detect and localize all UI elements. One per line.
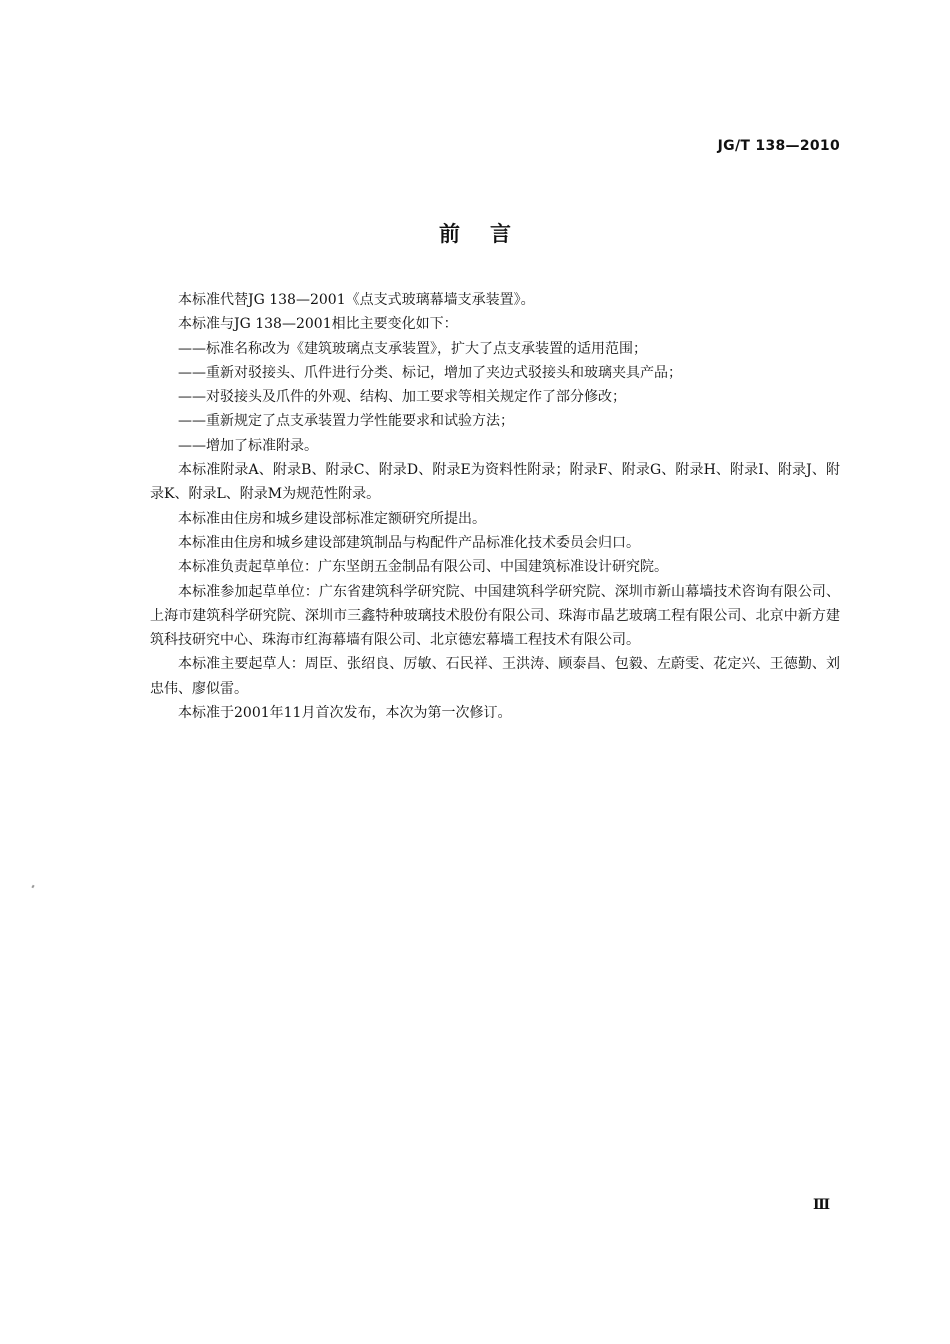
page-title: 前言 — [439, 222, 541, 246]
change-item-1: ——标准名称改为《建筑玻璃点支承装置》，扩大了点支承装置的适用范围； — [178, 340, 647, 357]
paragraph-main-drafters: 本标准主要起草人：周臣、张绍良、厉敏、石民祥、王洪涛、顾泰昌、包毅、左蔚雯、花定兴、王德勤、刘忠伟、廖似雷。 — [150, 656, 840, 697]
paragraph-proposed-by: 本标准由住房和城乡建设部标准定额研究所提出。 — [178, 510, 486, 527]
foreword-body — [150, 288, 840, 725]
page-number: Ⅲ — [812, 1197, 830, 1213]
standard-number: JG/T 138—2010 — [717, 138, 840, 154]
change-item-5: ——增加了标准附录。 — [178, 437, 318, 454]
paragraph-publication-history: 本标准于2001年11月首次发布，本次为第一次修订。 — [178, 705, 512, 722]
paragraph-participating-drafters: 本标准参加起草单位：广东省建筑科学研究院、中国建筑科学研究院、深圳市新山幕墙技术咨询有限公司、上海市建筑科学研究院、深圳市三鑫特种玻璃技术股份有限公司、珠海市晶艺玻璃工程有限公司、北京中新方建筑科技研究中心、珠海市红海幕墙有限公司、北京德宏幕墙工程技术有限公司。 — [150, 583, 840, 649]
change-item-4: ——重新规定了点支承装置力学性能要求和试验方法； — [178, 413, 514, 430]
paragraph-appendices: 本标准附录A、附录B、附录C、附录D、附录E为资料性附录；附录F、附录G、附录H、附录I、附录J、附录K、附录L、附录M为规范性附录。 — [150, 462, 840, 503]
paragraph-lead-drafters: 本标准负责起草单位：广东坚朗五金制品有限公司、中国建筑标准设计研究院。 — [178, 559, 668, 576]
scan-speck — [31, 885, 34, 889]
paragraph-managed-by: 本标准由住房和城乡建设部建筑制品与构配件产品标准化技术委员会归口。 — [178, 534, 640, 551]
change-item-2: ——重新对驳接头、爪件进行分类、标记，增加了夹边式驳接头和玻璃夹具产品； — [178, 364, 682, 381]
paragraph-replaces: 本标准代替JG 138—2001《点支式玻璃幕墙支承装置》。 — [178, 292, 535, 308]
paragraph-changes-intro: 本标准与JG 138—2001相比主要变化如下： — [178, 316, 458, 333]
change-item-3: ——对驳接头及爪件的外观、结构、加工要求等相关规定作了部分修改； — [178, 389, 626, 406]
